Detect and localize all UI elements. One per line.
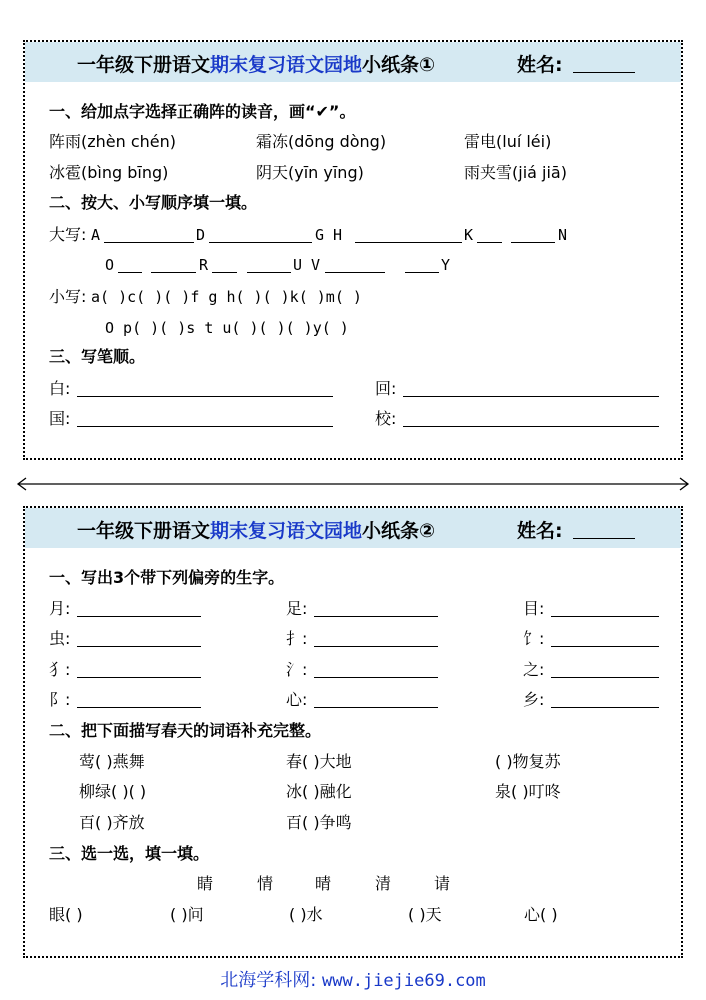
radical-label: 心:: [286, 690, 308, 709]
letter: Y: [441, 256, 451, 274]
letter: D: [196, 226, 206, 244]
pinyin-choice-item[interactable]: 霜冻(dōng dòng): [256, 132, 387, 151]
section-heading: 二、按大、小写顺序填一填。: [49, 193, 258, 212]
answer-line[interactable]: [314, 677, 438, 678]
name-field[interactable]: [573, 72, 635, 73]
name-label: 姓名:: [517, 520, 563, 542]
radical-label: 目:: [523, 599, 545, 618]
blank-line[interactable]: [477, 242, 502, 243]
title-highlight: 期末复习语文园地: [210, 54, 363, 76]
idiom-fill-item[interactable]: 莺( )燕舞: [79, 752, 145, 771]
idiom-fill-item[interactable]: 春( )大地: [286, 752, 352, 771]
answer-line[interactable]: [77, 677, 201, 678]
section-heading: 一、给加点字选择正确阵的读音，画“✔”。: [49, 102, 356, 121]
blank-line[interactable]: [325, 272, 385, 273]
idiom-fill-item[interactable]: 冰( )融化: [286, 782, 352, 801]
letter: N: [558, 226, 568, 244]
blank-line[interactable]: [511, 242, 555, 243]
letter: G H: [315, 226, 343, 244]
choice-char: 情: [257, 874, 274, 893]
name-label: 姓名:: [517, 54, 563, 76]
radical-label: 饣:: [523, 629, 545, 648]
lowercase-row[interactable]: O p( )( )s t u( )( )( )y( ): [105, 319, 349, 337]
answer-line[interactable]: [551, 677, 659, 678]
radical-label: 阝:: [49, 690, 71, 709]
worksheet-card-1: [23, 40, 683, 460]
section-heading: 一、写出3个带下列偏旁的生字。: [49, 568, 285, 587]
pinyin-choice-item[interactable]: 冰雹(bìng bīng): [49, 163, 169, 182]
answer-line[interactable]: [551, 646, 659, 647]
choice-char: 晴: [315, 874, 332, 893]
choice-char: 请: [434, 874, 451, 893]
answer-line[interactable]: [403, 426, 659, 427]
idiom-fill-item[interactable]: 百( )争鸣: [286, 813, 352, 832]
idiom-fill-item[interactable]: ( )物复苏: [495, 752, 561, 771]
idiom-fill-item[interactable]: 泉( )叮咚: [495, 782, 561, 801]
radical-label: 之:: [523, 660, 545, 679]
title-highlight: 期末复习语文园地: [210, 520, 363, 542]
answer-line[interactable]: [77, 426, 333, 427]
letter: U V: [293, 256, 321, 274]
footer-site-link[interactable]: www.jiejie69.com: [322, 971, 486, 991]
radical-label: 乡:: [523, 690, 545, 709]
radical-label: 虫:: [49, 629, 71, 648]
worksheet-title: 一年级下册语文期末复习语文园地小纸条②: [77, 520, 436, 542]
radical-label: 氵:: [286, 660, 308, 679]
letter: O: [105, 256, 115, 274]
radical-label: 扌:: [286, 629, 308, 648]
fill-item[interactable]: 眼( ): [49, 905, 83, 924]
blank-line[interactable]: [104, 242, 194, 243]
name-field[interactable]: [573, 538, 635, 539]
worksheet-title: 一年级下册语文期末复习语文园地小纸条①: [77, 54, 436, 76]
answer-line[interactable]: [314, 707, 438, 708]
answer-line[interactable]: [403, 396, 659, 397]
pinyin-choice-item[interactable]: 雷电(luí léi): [464, 132, 552, 151]
section-heading: 三、写笔顺。: [49, 347, 146, 366]
answer-line[interactable]: [77, 616, 201, 617]
footer: [0, 966, 706, 992]
blank-line[interactable]: [247, 272, 291, 273]
worksheet-card-2: [23, 506, 683, 958]
blank-line[interactable]: [355, 242, 462, 243]
blank-line[interactable]: [209, 242, 312, 243]
fill-item[interactable]: ( )天: [408, 905, 442, 924]
letter: A: [91, 226, 101, 244]
answer-line[interactable]: [314, 616, 438, 617]
pinyin-choice-item[interactable]: 雨夹雪(jiá jiā): [464, 163, 567, 182]
section-heading: 二、把下面描写春天的词语补充完整。: [49, 721, 322, 740]
lowercase-row[interactable]: a( )c( )( )f g h( )( )k( )m( ): [91, 288, 362, 306]
answer-line[interactable]: [77, 396, 333, 397]
uppercase-label: 大写:: [49, 225, 87, 244]
radical-label: 犭:: [49, 660, 71, 679]
stroke-order-label: 校:: [375, 409, 397, 428]
letter: R: [199, 256, 209, 274]
pinyin-choice-item[interactable]: 阵雨(zhèn chén): [49, 132, 177, 151]
blank-line[interactable]: [118, 272, 142, 273]
stroke-order-label: 白:: [49, 379, 71, 398]
choice-char: 睛: [197, 874, 214, 893]
stroke-order-label: 国:: [49, 409, 71, 428]
footer-brand: 北海学科网:: [220, 970, 317, 991]
idiom-fill-item[interactable]: 柳绿( )( ): [79, 782, 147, 801]
section-heading: 三、选一选，填一填。: [49, 844, 210, 863]
stroke-order-label: 回:: [375, 379, 397, 398]
double-arrow-divider-icon: [16, 477, 690, 491]
answer-line[interactable]: [551, 616, 659, 617]
fill-item[interactable]: 心( ): [524, 905, 558, 924]
idiom-fill-item[interactable]: 百( )齐放: [79, 813, 145, 832]
answer-line[interactable]: [77, 646, 201, 647]
fill-item[interactable]: ( )问: [170, 905, 204, 924]
fill-item[interactable]: ( )水: [289, 905, 323, 924]
radical-label: 月:: [49, 599, 71, 618]
blank-line[interactable]: [151, 272, 196, 273]
title-bar: [25, 508, 681, 548]
title-bar: [25, 42, 681, 82]
blank-line[interactable]: [212, 272, 237, 273]
blank-line[interactable]: [405, 272, 439, 273]
answer-line[interactable]: [551, 707, 659, 708]
letter: K: [464, 226, 474, 244]
pinyin-choice-item[interactable]: 阴天(yīn yīng): [256, 163, 364, 182]
lowercase-label: 小写:: [49, 287, 87, 306]
radical-label: 足:: [286, 599, 308, 618]
answer-line[interactable]: [77, 707, 201, 708]
choice-char: 清: [375, 874, 392, 893]
answer-line[interactable]: [314, 646, 438, 647]
